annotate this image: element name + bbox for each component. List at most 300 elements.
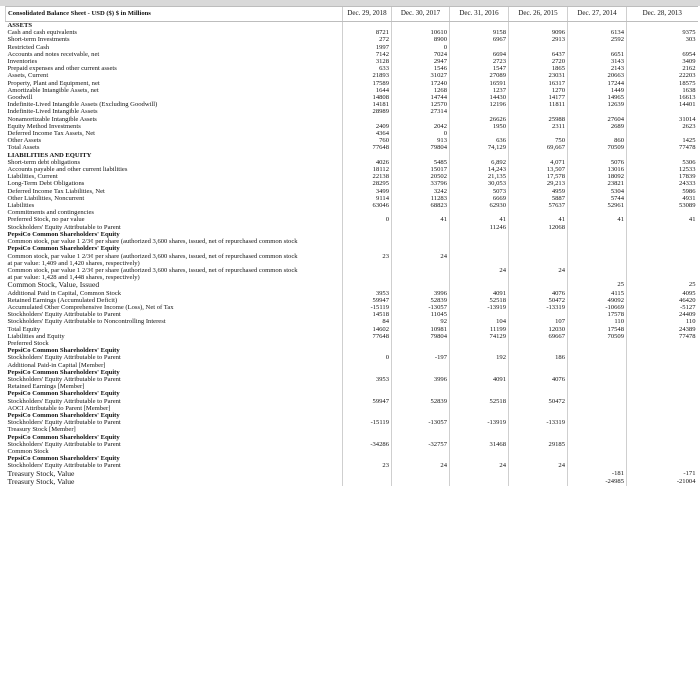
cell-value bbox=[509, 383, 568, 390]
cell-value bbox=[392, 405, 450, 412]
table-title: Consolidated Balance Sheet - USD ($) $ in Millions bbox=[6, 7, 343, 22]
cell-value: 12533 bbox=[627, 166, 698, 173]
cell-value bbox=[568, 448, 627, 455]
cell-value bbox=[568, 362, 627, 369]
cell-value: 186 bbox=[509, 354, 568, 361]
cell-value: 68823 bbox=[392, 202, 450, 209]
cell-value: 2409 bbox=[343, 123, 392, 130]
row-label: Preferred Stock, no par value bbox=[7, 216, 85, 224]
cell-value: 2947 bbox=[392, 58, 450, 65]
cell-value: 79804 bbox=[392, 144, 450, 151]
cell-value bbox=[627, 383, 698, 390]
table-row bbox=[6, 354, 698, 361]
row-label: Accounts and notes receivable, net bbox=[7, 50, 100, 58]
row-label: Cash and cash equivalents bbox=[7, 29, 77, 37]
cell-value bbox=[343, 209, 392, 216]
cell-value bbox=[343, 426, 392, 433]
cell-value bbox=[343, 281, 392, 289]
cell-value: 77478 bbox=[627, 144, 698, 151]
cell-value bbox=[392, 22, 450, 30]
cell-value bbox=[450, 253, 509, 260]
cell-value bbox=[568, 22, 627, 30]
cell-value: 4115 bbox=[568, 290, 627, 297]
cell-value bbox=[509, 231, 568, 238]
cell-value: 4959 bbox=[509, 188, 568, 195]
cell-value: 77648 bbox=[343, 333, 392, 340]
cell-value: 50472 bbox=[509, 297, 568, 304]
cell-value: 5306 bbox=[627, 159, 698, 166]
cell-value: 0 bbox=[343, 354, 392, 361]
cell-value bbox=[392, 116, 450, 123]
row-label: Preferred Stock bbox=[7, 339, 49, 347]
table-row bbox=[6, 94, 698, 101]
cell-value: 31027 bbox=[392, 72, 450, 79]
cell-value: 913 bbox=[392, 137, 450, 144]
cell-value: 27314 bbox=[392, 108, 450, 115]
cell-value: 1268 bbox=[392, 87, 450, 94]
cell-value: 69667 bbox=[509, 333, 568, 340]
row-label: PepsiCo Common Shareholders' Equity bbox=[7, 230, 120, 238]
cell-value bbox=[568, 340, 627, 347]
cell-value bbox=[343, 274, 392, 281]
cell-value: 110 bbox=[568, 318, 627, 325]
row-label: PepsiCo Common Shareholders' Equity bbox=[7, 433, 120, 441]
cell-value bbox=[568, 405, 627, 412]
cell-value: 6134 bbox=[568, 29, 627, 36]
cell-value bbox=[509, 209, 568, 216]
cell-value bbox=[627, 455, 698, 462]
cell-value: 74129 bbox=[450, 333, 509, 340]
cell-value bbox=[343, 412, 392, 419]
cell-value: -13919 bbox=[450, 304, 509, 311]
cell-value bbox=[568, 274, 627, 281]
cell-value: 24 bbox=[450, 267, 509, 274]
cell-value: 41 bbox=[568, 216, 627, 223]
cell-value bbox=[509, 245, 568, 252]
cell-value bbox=[627, 398, 698, 405]
header-row bbox=[6, 7, 698, 22]
cell-value: 41 bbox=[509, 216, 568, 223]
table-row bbox=[6, 144, 698, 151]
cell-value: 2913 bbox=[509, 36, 568, 43]
cell-value: 2592 bbox=[568, 36, 627, 43]
cell-value: -15119 bbox=[343, 419, 392, 426]
cell-value: 2311 bbox=[509, 123, 568, 130]
cell-value: 41 bbox=[392, 216, 450, 223]
cell-value bbox=[568, 44, 627, 51]
table-row bbox=[6, 441, 698, 448]
cell-value: 26626 bbox=[450, 116, 509, 123]
cell-value bbox=[627, 253, 698, 260]
row-label: Stockholders' Equity Attributable to Parent bbox=[7, 419, 121, 427]
cell-value: 3996 bbox=[392, 290, 450, 297]
cell-value: 33796 bbox=[392, 180, 450, 187]
table-row bbox=[6, 72, 698, 79]
cell-value: 6669 bbox=[450, 195, 509, 202]
cell-value bbox=[392, 362, 450, 369]
balance-sheet-table bbox=[5, 6, 698, 486]
table-row bbox=[6, 405, 698, 412]
cell-value: 3242 bbox=[392, 188, 450, 195]
cell-value: 25 bbox=[627, 281, 698, 289]
table-row bbox=[6, 260, 698, 267]
cell-value: 23821 bbox=[568, 180, 627, 187]
cell-value: 50472 bbox=[509, 398, 568, 405]
cell-value: 4026 bbox=[343, 159, 392, 166]
table-row bbox=[6, 376, 698, 383]
row-label: Common Stock bbox=[7, 447, 49, 455]
cell-value: 27089 bbox=[450, 72, 509, 79]
row-label: Treasury Stock, Value bbox=[7, 477, 75, 486]
cell-value bbox=[450, 231, 509, 238]
cell-value bbox=[450, 448, 509, 455]
cell-value: 104 bbox=[450, 318, 509, 325]
cell-value: -10669 bbox=[568, 304, 627, 311]
cell-value bbox=[450, 245, 509, 252]
row-label: Stockholders' Equity Attributable to Parent bbox=[7, 311, 121, 319]
cell-value bbox=[627, 347, 698, 354]
cell-value: 6651 bbox=[568, 51, 627, 58]
cell-value bbox=[568, 209, 627, 216]
cell-value bbox=[568, 455, 627, 462]
row-label: PepsiCo Common Shareholders' Equity bbox=[7, 455, 120, 463]
cell-value: 31468 bbox=[450, 441, 509, 448]
cell-value: 24389 bbox=[627, 326, 698, 333]
cell-value: 3996 bbox=[392, 376, 450, 383]
row-label: Other Liabilities, Noncurrent bbox=[7, 194, 85, 202]
cell-value bbox=[568, 108, 627, 115]
cell-value bbox=[450, 281, 509, 289]
cell-value bbox=[343, 260, 392, 267]
cell-value: 14177 bbox=[509, 94, 568, 101]
cell-value: 16317 bbox=[509, 80, 568, 87]
table-row bbox=[6, 412, 698, 419]
cell-value bbox=[627, 224, 698, 231]
row-label: Common stock, par value 1 2/3¢ per share (authorized 3,600 shares, issued, net of repurchased common stock bbox=[7, 238, 298, 246]
cell-value: 14,243 bbox=[450, 166, 509, 173]
row-label: Other Assets bbox=[7, 137, 42, 145]
column-header: Dec. 30, 2017 bbox=[392, 7, 450, 22]
cell-value bbox=[392, 434, 450, 441]
cell-value: -13057 bbox=[392, 304, 450, 311]
cell-value: 5887 bbox=[509, 195, 568, 202]
row-label: Amortizable Intangible Assets, net bbox=[7, 86, 99, 94]
table-row bbox=[6, 267, 698, 274]
cell-value: 74,129 bbox=[450, 144, 509, 151]
cell-value bbox=[509, 253, 568, 260]
cell-value bbox=[568, 130, 627, 137]
cell-value: 14602 bbox=[343, 326, 392, 333]
cell-value: 6967 bbox=[450, 36, 509, 43]
table-row bbox=[6, 216, 698, 223]
cell-value: -5127 bbox=[627, 304, 698, 311]
cell-value: 41 bbox=[627, 216, 698, 223]
table-row bbox=[6, 390, 698, 397]
cell-value bbox=[450, 383, 509, 390]
cell-value bbox=[568, 152, 627, 159]
cell-value bbox=[343, 224, 392, 231]
cell-value: 79804 bbox=[392, 333, 450, 340]
cell-value: 636 bbox=[450, 137, 509, 144]
cell-value bbox=[343, 231, 392, 238]
cell-value: 18575 bbox=[627, 80, 698, 87]
cell-value bbox=[509, 470, 568, 478]
cell-value bbox=[450, 130, 509, 137]
cell-value: 17839 bbox=[627, 173, 698, 180]
table-row bbox=[6, 87, 698, 94]
column-header: Dec. 31, 2016 bbox=[450, 7, 509, 22]
table-row bbox=[6, 297, 698, 304]
cell-value: 4,071 bbox=[509, 159, 568, 166]
cell-value: 69,667 bbox=[509, 144, 568, 151]
cell-value: 14744 bbox=[392, 94, 450, 101]
table-row bbox=[6, 455, 698, 462]
row-label: Commitments and contingencies bbox=[7, 209, 94, 217]
cell-value bbox=[568, 238, 627, 245]
row-label: Total Assets bbox=[7, 144, 40, 152]
cell-value: 11811 bbox=[509, 101, 568, 108]
row-label: Stockholders' Equity Attributable to Parent bbox=[7, 354, 121, 362]
cell-value bbox=[627, 231, 698, 238]
cell-value bbox=[509, 130, 568, 137]
cell-value: 29,213 bbox=[509, 180, 568, 187]
cell-value: 21893 bbox=[343, 72, 392, 79]
cell-value bbox=[627, 267, 698, 274]
cell-value bbox=[568, 434, 627, 441]
cell-value bbox=[450, 274, 509, 281]
cell-value bbox=[627, 405, 698, 412]
cell-value: 49092 bbox=[568, 297, 627, 304]
cell-value bbox=[568, 398, 627, 405]
table-row bbox=[6, 326, 698, 333]
row-label: Liabilities bbox=[7, 202, 35, 210]
row-label: Stockholders' Equity Attributable to Parent bbox=[7, 223, 121, 231]
cell-value: 3499 bbox=[343, 188, 392, 195]
cell-value bbox=[392, 369, 450, 376]
cell-value: 1638 bbox=[627, 87, 698, 94]
table-row bbox=[6, 116, 698, 123]
table-row bbox=[6, 44, 698, 51]
cell-value bbox=[450, 434, 509, 441]
table-row bbox=[6, 36, 698, 43]
cell-value bbox=[392, 245, 450, 252]
cell-value bbox=[627, 152, 698, 159]
cell-value: 15017 bbox=[392, 166, 450, 173]
cell-value: 11045 bbox=[392, 311, 450, 318]
cell-value: 4931 bbox=[627, 195, 698, 202]
cell-value: 30,053 bbox=[450, 180, 509, 187]
column-header: Dec. 26, 2015 bbox=[509, 7, 568, 22]
cell-value: 12570 bbox=[392, 101, 450, 108]
cell-value bbox=[509, 108, 568, 115]
cell-value: 13,507 bbox=[509, 166, 568, 173]
cell-value bbox=[343, 405, 392, 412]
row-label: Common stock, par value 1 2/3¢ per share (authorized 3,600 shares, issued, net of repurchased common stock bbox=[7, 266, 298, 274]
row-label: Additional Paid in Capital, Common Stock bbox=[7, 289, 122, 297]
cell-value: 17,578 bbox=[509, 173, 568, 180]
row-label: Restricted Cash bbox=[7, 43, 50, 51]
row-label: Additional Paid-in Capital [Member] bbox=[7, 361, 106, 369]
row-label: Stockholders' Equity Attributable to Parent bbox=[7, 462, 121, 470]
cell-value: 14808 bbox=[343, 94, 392, 101]
cell-value bbox=[568, 426, 627, 433]
cell-value bbox=[450, 347, 509, 354]
cell-value bbox=[392, 231, 450, 238]
table-row bbox=[6, 166, 698, 173]
cell-value bbox=[450, 340, 509, 347]
cell-value: 760 bbox=[343, 137, 392, 144]
cell-value: 24 bbox=[392, 253, 450, 260]
row-label: Accumulated Other Comprehensive Income (Loss), Net of Tax bbox=[7, 303, 174, 311]
cell-value bbox=[343, 434, 392, 441]
cell-value bbox=[450, 260, 509, 267]
cell-value: 6,892 bbox=[450, 159, 509, 166]
cell-value: -15119 bbox=[343, 304, 392, 311]
cell-value: 1865 bbox=[509, 65, 568, 72]
cell-value: 110 bbox=[627, 318, 698, 325]
balance-sheet bbox=[5, 6, 697, 700]
cell-value bbox=[392, 390, 450, 397]
cell-value: 1237 bbox=[450, 87, 509, 94]
row-label: Equity Method Investments bbox=[7, 122, 81, 130]
cell-value: 14965 bbox=[568, 94, 627, 101]
table-row bbox=[6, 224, 698, 231]
cell-value: 14401 bbox=[627, 101, 698, 108]
table-row bbox=[6, 245, 698, 252]
cell-value: 1644 bbox=[343, 87, 392, 94]
cell-value: 860 bbox=[568, 137, 627, 144]
cell-value bbox=[450, 152, 509, 159]
cell-value bbox=[568, 253, 627, 260]
cell-value bbox=[627, 340, 698, 347]
cell-value bbox=[450, 426, 509, 433]
cell-value: 24 bbox=[509, 462, 568, 469]
cell-value: 17578 bbox=[568, 311, 627, 318]
cell-value: -32757 bbox=[392, 441, 450, 448]
cell-value: 4091 bbox=[450, 376, 509, 383]
table-row bbox=[6, 209, 698, 216]
cell-value: 1270 bbox=[509, 87, 568, 94]
cell-value: 7142 bbox=[343, 51, 392, 58]
cell-value: 21,135 bbox=[450, 173, 509, 180]
row-label: Property, Plant and Equipment, net bbox=[7, 79, 100, 87]
cell-value: 23 bbox=[343, 462, 392, 469]
table-row bbox=[6, 123, 698, 130]
cell-value: 1950 bbox=[450, 123, 509, 130]
cell-value: 22203 bbox=[627, 72, 698, 79]
row-label: Assets, Current bbox=[7, 72, 49, 80]
cell-value: 12068 bbox=[509, 224, 568, 231]
cell-value: 16591 bbox=[450, 80, 509, 87]
cell-value: -171 bbox=[627, 470, 698, 478]
cell-value bbox=[627, 434, 698, 441]
table-row bbox=[6, 419, 698, 426]
cell-value bbox=[343, 152, 392, 159]
cell-value: 46420 bbox=[627, 297, 698, 304]
cell-value bbox=[450, 455, 509, 462]
cell-value: 25988 bbox=[509, 116, 568, 123]
cell-value: 23 bbox=[343, 253, 392, 260]
table-row bbox=[6, 101, 698, 108]
row-label: Total Equity bbox=[7, 325, 41, 333]
cell-value bbox=[392, 209, 450, 216]
cell-value: 10610 bbox=[392, 29, 450, 36]
table-row bbox=[6, 369, 698, 376]
cell-value: 11199 bbox=[450, 326, 509, 333]
row-label: Stockholders' Equity Attributable to Noncontrolling Interest bbox=[7, 318, 166, 326]
cell-value bbox=[568, 390, 627, 397]
cell-value bbox=[509, 478, 568, 486]
cell-value bbox=[343, 340, 392, 347]
cell-value bbox=[509, 455, 568, 462]
cell-value bbox=[509, 390, 568, 397]
cell-value: -13319 bbox=[509, 304, 568, 311]
row-label: Indefinite-Lived Intangible Assets (Excluding Goodwill) bbox=[7, 101, 158, 109]
cell-value: 17244 bbox=[568, 80, 627, 87]
cell-value: 14181 bbox=[343, 101, 392, 108]
cell-value bbox=[509, 426, 568, 433]
table-row bbox=[6, 130, 698, 137]
cell-value bbox=[627, 108, 698, 115]
cell-value bbox=[343, 245, 392, 252]
row-label: Deferred Income Tax Liabilities, Net bbox=[7, 187, 105, 195]
cell-value bbox=[627, 274, 698, 281]
table-row bbox=[6, 202, 698, 209]
cell-value: -181 bbox=[568, 470, 627, 478]
cell-value bbox=[627, 426, 698, 433]
cell-value bbox=[627, 238, 698, 245]
cell-value: 25 bbox=[568, 281, 627, 289]
cell-value bbox=[509, 152, 568, 159]
table-row bbox=[6, 347, 698, 354]
table-body bbox=[6, 22, 698, 487]
cell-value bbox=[343, 470, 392, 478]
table-row bbox=[6, 274, 698, 281]
cell-value: 6694 bbox=[450, 51, 509, 58]
cell-value bbox=[509, 448, 568, 455]
cell-value: 12196 bbox=[450, 101, 509, 108]
cell-value: 24333 bbox=[627, 180, 698, 187]
table-row bbox=[6, 29, 698, 36]
cell-value bbox=[343, 347, 392, 354]
cell-value: 13016 bbox=[568, 166, 627, 173]
table-row bbox=[6, 159, 698, 166]
table-row bbox=[6, 152, 698, 159]
cell-value bbox=[568, 231, 627, 238]
cell-value: 11283 bbox=[392, 195, 450, 202]
cell-value: 27604 bbox=[568, 116, 627, 123]
cell-value: 52518 bbox=[450, 398, 509, 405]
cell-value: 4364 bbox=[343, 130, 392, 137]
cell-value: 5304 bbox=[568, 188, 627, 195]
cell-value: 2623 bbox=[627, 123, 698, 130]
cell-value bbox=[568, 224, 627, 231]
cell-value bbox=[509, 405, 568, 412]
cell-value: 2723 bbox=[450, 58, 509, 65]
row-label: Inventories bbox=[7, 58, 38, 66]
cell-value: 62930 bbox=[450, 202, 509, 209]
row-label: PepsiCo Common Shareholders' Equity bbox=[7, 245, 120, 253]
cell-value bbox=[450, 405, 509, 412]
cell-value: 63046 bbox=[343, 202, 392, 209]
cell-value: -21004 bbox=[627, 478, 698, 486]
cell-value: 84 bbox=[343, 318, 392, 325]
cell-value: 4095 bbox=[627, 290, 698, 297]
cell-value bbox=[343, 22, 392, 30]
cell-value: 28295 bbox=[343, 180, 392, 187]
cell-value: -13057 bbox=[392, 419, 450, 426]
cell-value: 2720 bbox=[509, 58, 568, 65]
